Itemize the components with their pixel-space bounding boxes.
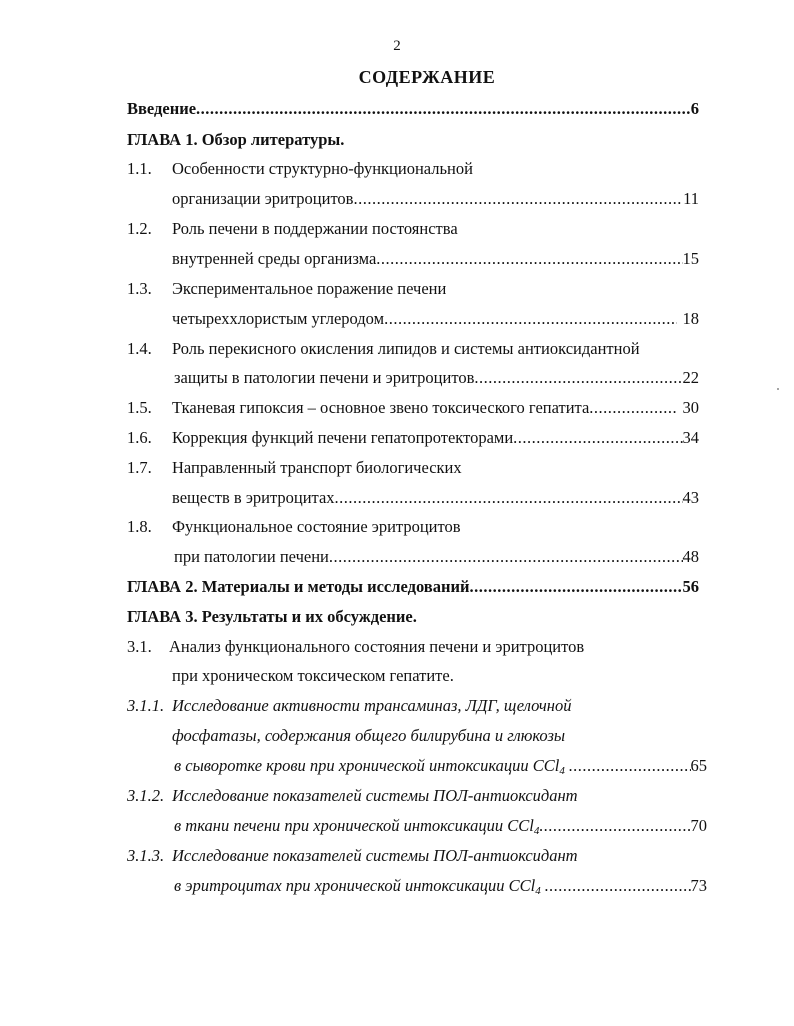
toc-chapter-2: [127, 575, 699, 599]
dot-leader: [470, 575, 683, 599]
toc-entry-text-part: в сыворотке крови при хронической интоксикации CCl: [174, 756, 560, 775]
toc-entry-1-4: [174, 366, 699, 390]
toc-entry-page: 65: [690, 756, 707, 775]
toc-entry-text: четыреххлористым углеродом: [172, 309, 385, 328]
toc-entry-text: [174, 874, 541, 898]
toc-entry-page: 34: [682, 428, 699, 447]
dot-leader: [589, 396, 677, 420]
toc-chapter-3: ГЛАВА 3. Результаты и их обсуждение.: [127, 607, 417, 626]
toc-entry-1-1: [172, 187, 699, 211]
toc-entry-line: фосфатазы, содержания общего билирубина и глюкозы: [172, 726, 566, 745]
toc-entry-number: 1.7.: [127, 458, 152, 477]
toc-entry-1-7: [172, 486, 699, 510]
toc-entry-text: [174, 814, 539, 838]
toc-entry-page: 15: [682, 249, 699, 268]
dot-leader: [384, 307, 676, 331]
toc-entry-text-part: в ткани печени при хронической интоксикации CCl: [174, 816, 534, 835]
toc-entry-intro: [127, 97, 699, 121]
toc-entry-line: Исследование показателей системы ПОЛ-антиоксидант: [172, 786, 578, 805]
toc-entry-page: 48: [682, 547, 699, 566]
toc-chapter-1: ГЛАВА 1. Обзор литературы.: [127, 130, 345, 149]
toc-entry-1-6: [172, 426, 699, 450]
toc-entry-3-1-2: [174, 814, 707, 838]
toc-entry-page: 18: [682, 309, 699, 328]
toc-entry-1-5: [172, 396, 699, 420]
toc-entry-text: веществ в эритроцитах: [172, 488, 335, 507]
toc-entry-page: 70: [690, 816, 707, 835]
toc-entry-line: Экспериментальное поражение печени: [172, 279, 447, 298]
toc-entry-line: Особенности структурно-функциональной: [172, 159, 473, 178]
toc-entry-number: 1.5.: [127, 398, 152, 417]
toc-entry-text-part: в эритроцитах при хронической интоксикации CCl: [174, 876, 536, 895]
dot-leader: [329, 545, 683, 569]
toc-entry-page: 43: [682, 488, 699, 507]
dot-leader: [565, 754, 691, 778]
toc-entry-text: Тканевая гипоксия – основное звено токсического гепатита: [172, 398, 590, 417]
dot-leader: [513, 426, 682, 450]
toc-entry-line: Роль печени в поддержании постоянства: [172, 219, 458, 238]
toc-entry-1-8: [174, 545, 699, 569]
toc-entry-text: Коррекция функций печени гепатопротекторами: [172, 428, 514, 447]
dot-leader: [541, 874, 691, 898]
dot-leader: [335, 486, 683, 510]
page-title: СОДЕРЖАНИЕ: [358, 67, 496, 87]
toc-entry-page: 11: [683, 189, 699, 208]
toc-entry-page: 30: [682, 398, 699, 417]
toc-entry-number: 1.6.: [127, 428, 152, 447]
dot-leader: [539, 814, 690, 838]
toc-entry-page: 6: [690, 99, 699, 118]
toc-entry-text: внутренней среды организма: [172, 249, 377, 268]
toc-entry-1-2: [172, 247, 699, 271]
toc-entry-number: 3.1.: [127, 637, 152, 656]
toc-entry-line: Роль перекисного окисления липидов и системы антиоксидантной: [172, 339, 640, 358]
dot-leader: [196, 97, 691, 121]
page-number: 2: [393, 38, 401, 54]
toc-entry-line: Анализ функционального состояния печени и эритроцитов: [169, 637, 585, 656]
toc-entry-line: Направленный транспорт биологических: [172, 458, 462, 477]
toc-entry-page: 22: [682, 368, 699, 387]
toc-entry-text: защиты в патологии печени и эритроцитов: [174, 368, 475, 387]
toc-entry-number: 1.1.: [127, 159, 152, 178]
toc-entry-number: 1.2.: [127, 219, 152, 238]
toc-entry-page: 56: [682, 577, 699, 596]
toc-entry-1-3: [172, 307, 699, 331]
toc-entry-line: Исследование активности трансаминаз, ЛДГ, щелочной: [172, 696, 572, 715]
toc-entry-3-1-1: [174, 754, 707, 778]
scan-speck: [777, 388, 779, 390]
toc-entry-text: Введение: [127, 99, 197, 118]
toc-entry-number: 1.8.: [127, 517, 152, 536]
toc-entry-number: 3.1.1.: [127, 696, 165, 715]
toc-entry-line: Функциональное состояние эритроцитов: [172, 517, 461, 536]
toc-entry-number: 3.1.2.: [127, 786, 165, 805]
toc-entry-number: 1.3.: [127, 279, 152, 298]
toc-entry-text: при патологии печени: [174, 547, 329, 566]
dot-leader: [474, 366, 682, 390]
toc-entry-text: организации эритроцитов: [172, 189, 354, 208]
subscript: 4: [559, 765, 565, 777]
dot-leader: [376, 247, 682, 271]
toc-entry-line: при хроническом токсическом гепатите.: [172, 666, 454, 685]
subscript: 4: [535, 885, 541, 897]
toc-entry-text: [174, 754, 565, 778]
toc-entry-3-1-3: [174, 874, 707, 898]
dot-leader: [353, 187, 683, 211]
toc-entry-text: ГЛАВА 2. Материалы и методы исследований: [127, 577, 470, 596]
toc-entry-line: Исследование показателей системы ПОЛ-антиоксидант: [172, 846, 578, 865]
toc-entry-page: 73: [690, 876, 707, 895]
toc-entry-number: 1.4.: [127, 339, 152, 358]
subscript: 4: [533, 825, 540, 837]
toc-entry-number: 3.1.3.: [127, 846, 165, 865]
